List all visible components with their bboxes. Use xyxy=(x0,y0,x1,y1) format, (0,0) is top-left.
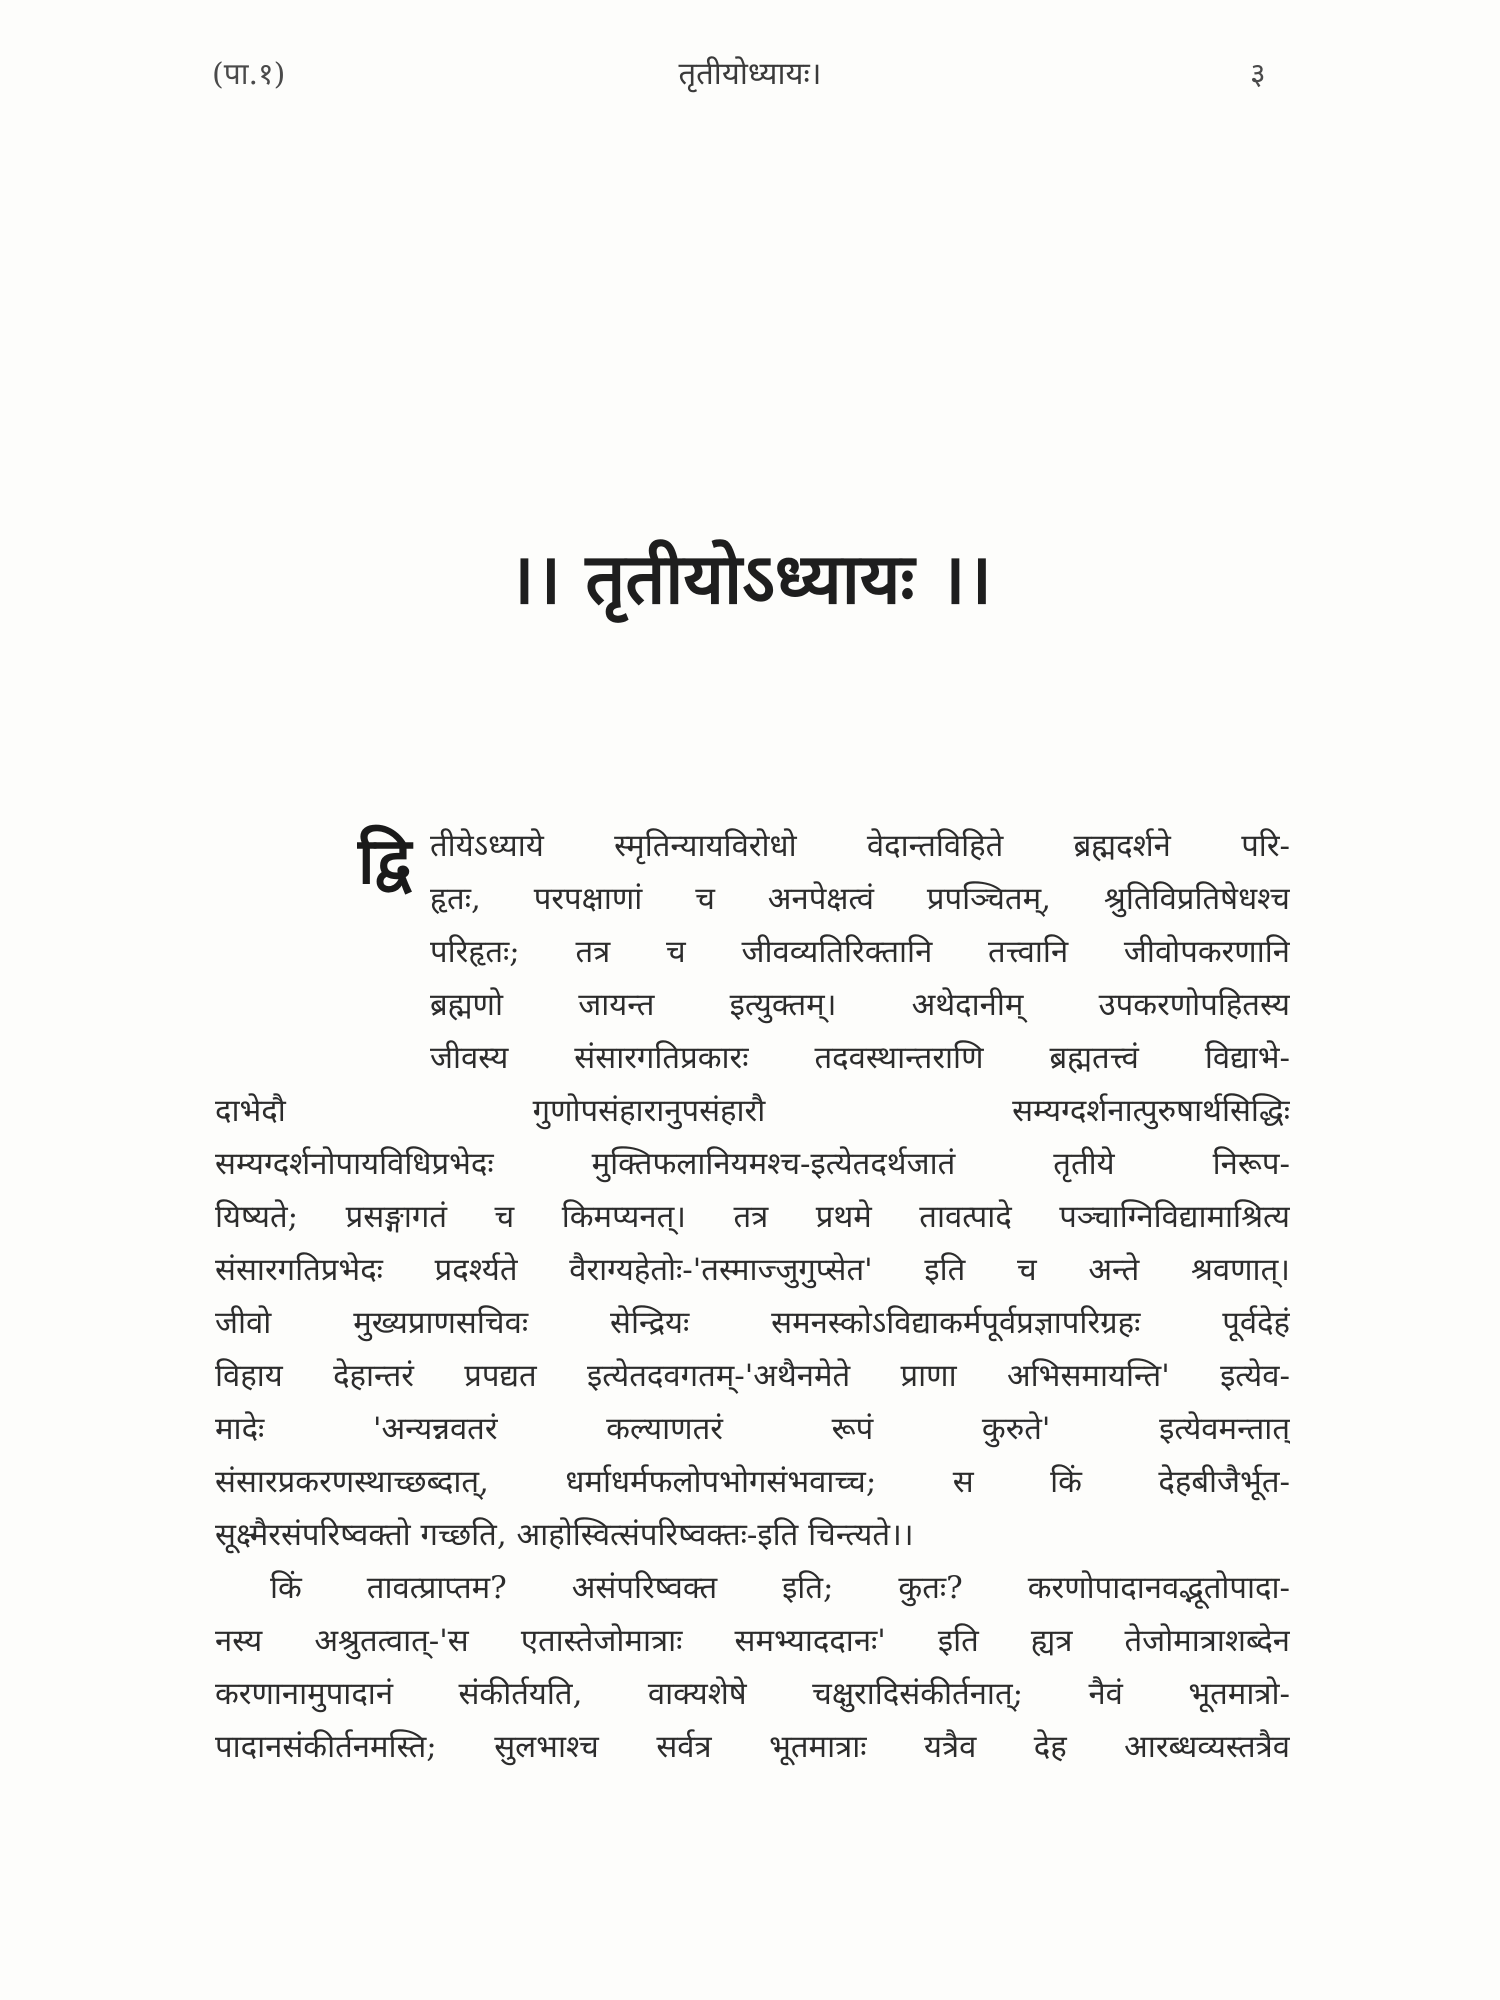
text-line: परिहृतः; तत्र च जीवव्यतिरिक्तानि तत्त्वानि जीवोपकरणानि xyxy=(430,934,1290,970)
chapter-title: ।। तृतीयोऽध्यायः ।। xyxy=(508,537,992,620)
running-header-title: तृतीयोध्यायः। xyxy=(678,56,822,92)
text-line: दाभेदौ गुणोपसंहारानुपसंहारौ सम्यग्दर्शनात्पुरुषार्थसिद्धिः xyxy=(215,1093,1290,1129)
page-number: ३ xyxy=(1250,57,1266,92)
text-line: सूक्ष्मैरसंपरिष्वक्तो गच्छति, आहोस्वित्संपरिष्वक्तः-इति चिन्त्यते।। xyxy=(215,1517,914,1553)
text-line: विहाय देहान्तरं प्रपद्यत इत्येतदवगतम्-'अथैनमेते प्राणा अभिसमायन्ति' इत्येव- xyxy=(215,1358,1290,1394)
text-line: किं तावत्प्राप्तम? असंपरिष्वक्त इति; कुतः? करणोपादानवद्भूतोपादा- xyxy=(270,1570,1290,1606)
body-text xyxy=(215,820,1290,1774)
text-line: तीयेऽध्याये स्मृतिन्यायविरोधो वेदान्तविहिते ब्रह्मदर्शने परि- xyxy=(430,828,1290,864)
text-line: सम्यग्दर्शनोपायविधिप्रभेदः मुक्तिफलानियमश्च-इत्येतदर्थजातं तृतीये निरूप- xyxy=(215,1146,1290,1182)
drop-cap: द्वि xyxy=(358,824,412,899)
text-line: जीवस्य संसारगतिप्रकारः तदवस्थान्तराणि ब्रह्मतत्त्वं विद्याभे- xyxy=(430,1040,1290,1076)
text-line: मादेः 'अन्यन्नवतरं कल्याणतरं रूपं कुरुते' इत्येवमन्तात् xyxy=(215,1411,1290,1447)
text-line: हृतः, परपक्षाणां च अनपेक्षत्वं प्रपञ्चितम्, श्रुतिविप्रतिषेधश्च xyxy=(430,881,1290,917)
text-line: ब्रह्मणो जायन्त इत्युक्तम्। अथेदानीम् उपकरणोपहितस्य xyxy=(430,987,1290,1023)
text-line: नस्य अश्रुतत्वात्-'स एतास्तेजोमात्राः समभ्याददानः' इति ह्यत्र तेजोमात्राशब्देन xyxy=(215,1623,1290,1659)
page-section-marker: (पा.१) xyxy=(212,57,286,92)
text-line: संसारप्रकरणस्थाच्छब्दात्, धर्माधर्मफलोपभोगसंभवाच्च; स किं देहबीजैर्भूत- xyxy=(215,1464,1290,1500)
text-line: करणानामुपादानं संकीर्तयति, वाक्यशेषे चक्षुरादिसंकीर्तनात्; नैवं भूतमात्रो- xyxy=(215,1676,1290,1712)
text-line: संसारगतिप्रभेदः प्रदर्श्यते वैराग्यहेतोः-'तस्माज्जुगुप्सेत' इति च अन्ते श्रवणात्। xyxy=(215,1252,1290,1288)
text-line: जीवो मुख्यप्राणसचिवः सेन्द्रियः समनस्कोऽविद्याकर्मपूर्वप्रज्ञापरिग्रहः पूर्वदेहं xyxy=(215,1305,1290,1341)
text-line: यिष्यते; प्रसङ्गागतं च किमप्यनत्। तत्र प्रथमे तावत्पादे पञ्चाग्निविद्यामाश्रित्य xyxy=(215,1199,1290,1235)
text-line: पादानसंकीर्तनमस्ति; सुलभाश्च सर्वत्र भूतमात्राः यत्रैव देह आरब्धव्यस्तत्रैव xyxy=(215,1729,1290,1765)
